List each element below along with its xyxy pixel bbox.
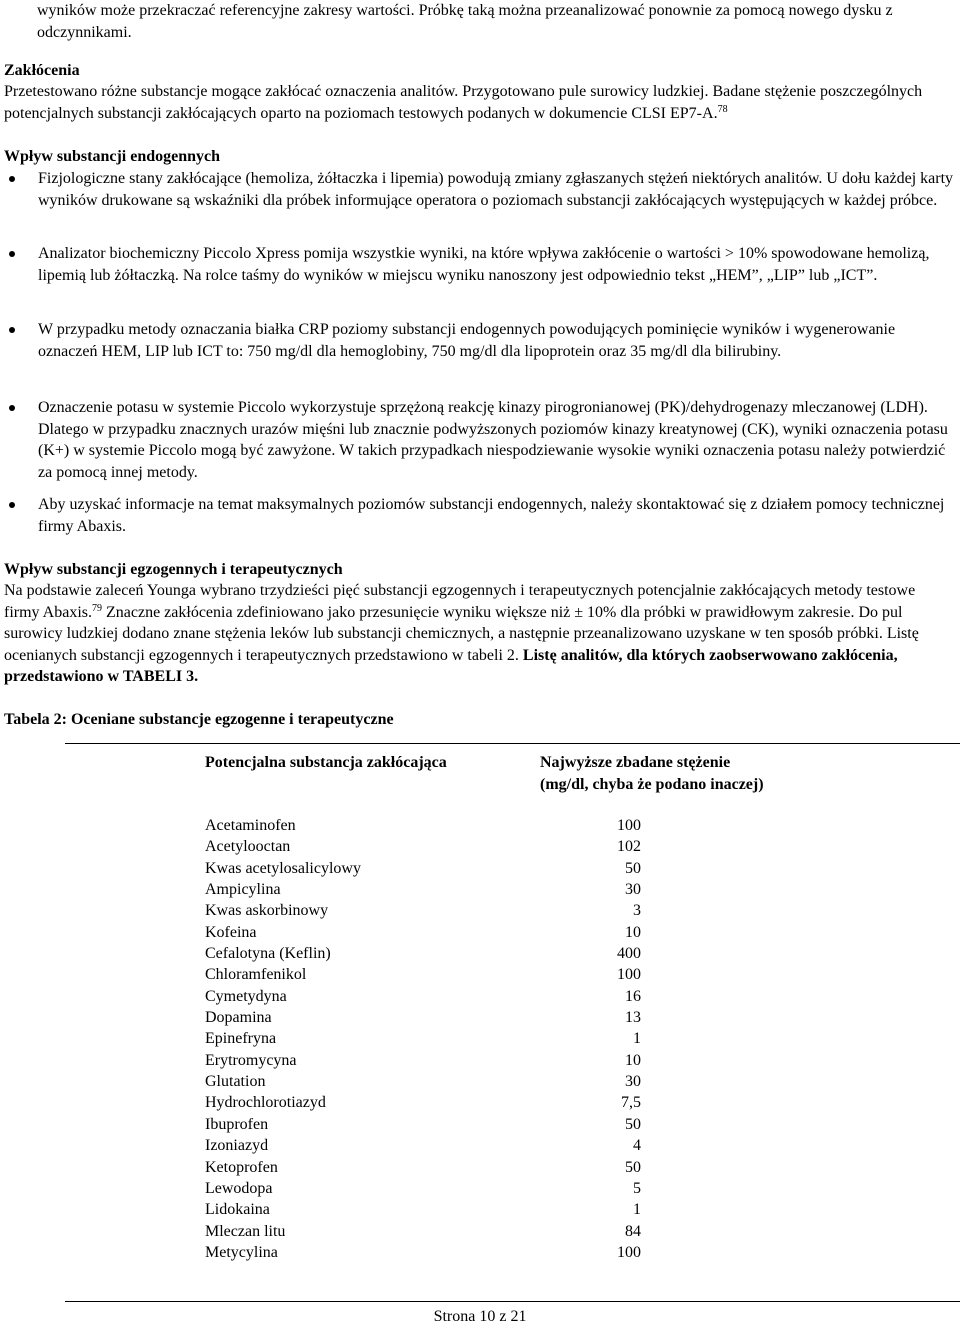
max-concentration: 16 — [625, 987, 641, 1005]
bullet-icon — [9, 405, 15, 411]
substance-name: Hydrochlorotiazyd — [205, 1094, 326, 1112]
table-row — [205, 922, 645, 943]
substance-name: Chloramfenikol — [205, 966, 307, 984]
max-concentration: 1 — [633, 1030, 641, 1048]
max-concentration: 100 — [617, 966, 641, 984]
column-header-concentration-line1: Najwyższe zbadane stężenie — [540, 754, 731, 771]
max-concentration: 4 — [633, 1137, 641, 1155]
table-caption: Tabela 2: Oceniane substancje egzogenne i terapeutyczne — [4, 711, 394, 728]
table-row — [205, 1199, 645, 1220]
max-concentration: 50 — [625, 859, 641, 877]
page-footer: Strona 10 z 21 — [433, 1308, 527, 1325]
max-concentration: 3 — [633, 902, 641, 920]
max-concentration: 50 — [625, 1158, 641, 1176]
substance-name: Cymetydyna — [205, 987, 287, 1005]
bullet-text: Oznaczenie potasu w systemie Piccolo wykorzystuje sprzężoną reakcję kinazy pirogronianowej (PK)/dehydrogenazy mleczanowej (LDH). Dlatego w przypadku znacznych urazów mięśni lub znacznie podwyższonych poziomów kinazy kreatynowej (CK), wyniki oznaczenia potasu (K+) w systemie Piccolo mogą być zawyżone. W takich przypadkach niespodziewanie wysokie wyniki oznaczenia potasu należy potwierdzić za pomocą innej metody. — [38, 399, 948, 481]
max-concentration: 30 — [625, 1073, 641, 1091]
bullet-text: Fizjologiczne stany zakłócające (hemoliza, żółtaczka i lipemia) powodują zmiany zgłaszanych stężeń niektórych analitów. U dołu każdej karty wyników drukowane są wskaźniki dla próbek informujące operatora o poziomach substancji zakłócających występujących w każdej próbce. — [38, 170, 954, 209]
table-row — [205, 1071, 645, 1092]
substance-name: Izoniazyd — [205, 1137, 269, 1155]
column-header-substance: Potencjalna substancja zakłócająca — [205, 754, 447, 771]
substance-name: Acetaminofen — [205, 817, 296, 834]
table-row — [205, 1092, 645, 1113]
endogenous-bullet-1 — [4, 168, 954, 211]
interference-text — [4, 81, 954, 124]
substance-name: Kofeina — [205, 923, 257, 941]
table-bottom-rule — [65, 1301, 960, 1302]
exogenous-heading: Wpływ substancji egzogennych i terapeutycznych — [4, 561, 343, 578]
table-body — [205, 815, 645, 1263]
substance-name: Erytromycyna — [205, 1051, 297, 1069]
column-header-concentration-line2: (mg/dl, chyba że podano inaczej) — [540, 775, 764, 793]
max-concentration: 5 — [633, 1179, 641, 1197]
endogenous-bullet-4 — [4, 397, 954, 483]
substance-name: Mleczan litu — [205, 1222, 286, 1240]
substance-name: Glutation — [205, 1073, 266, 1091]
table-row — [205, 1050, 645, 1071]
table-row — [205, 900, 645, 921]
bullet-text: W przypadku metody oznaczania białka CRP poziomy substancji endogennych powodujących pominięcie wyników i wygenerowanie oznaczeń HEM, LIP lub ICT to: 750 mg/dl dla hemoglobiny, 750 mg/dl dla lipoprotein oraz 35 mg/dl dla bilirubiny. — [38, 321, 896, 360]
substance-name: Ampicylina — [205, 881, 281, 899]
endogenous-bullet-5 — [4, 494, 954, 537]
intro-continuation: wyników może przekraczać referencyjne zakresy wartości. Próbkę taką można przeanalizować ponownie za pomocą nowego dysku z odczynnikami. — [37, 2, 893, 41]
bullet-text: Analizator biochemiczny Piccolo Xpress pomija wszystkie wyniki, na które wpływa zakłócenie o wartości > 10% spowodowane hemolizą, lipemią lub żółtaczką. Na rolce taśmy do wyników w miejscu wyniku nanoszony jest odpowiednio tekst „HEM”, „LIP” lub „ICT”. — [38, 245, 930, 284]
substance-name: Epinefryna — [205, 1030, 277, 1048]
substance-name: Ketoprofen — [205, 1158, 278, 1176]
table-row — [205, 1221, 645, 1242]
substance-name: Dopamina — [205, 1009, 272, 1027]
max-concentration: 10 — [625, 1051, 641, 1069]
bullet-icon — [9, 251, 15, 257]
table-row — [205, 836, 645, 857]
column-header-concentration — [540, 752, 840, 795]
table-row — [205, 1178, 645, 1199]
substance-name: Metycylina — [205, 1243, 278, 1261]
bullet-text: Aby uzyskać informacje na temat maksymalnych poziomów substancji endogennych, należy skontaktować się z działem pomocy technicznej firmy Abaxis. — [38, 496, 945, 535]
max-concentration: 84 — [625, 1222, 641, 1240]
interference-body: Przetestowano różne substancje mogące zakłócać oznaczenia analitów. Przygotowano pule surowicy ludzkiej. Badane stężenie poszczególnych potencjalnych substancji zakłócających oparto na poziomach testowych podanych w dokumencie CLSI EP7-A. — [4, 83, 923, 122]
max-concentration: 400 — [617, 945, 641, 963]
exogenous-body-2: Znaczne zakłócenia zdefiniowano jako przesunięcie wyniku większe niż ± 10% dla próbki w prawidłowym zakresie. Do pul surowicy ludzkiej dodano znane stężenia leków lub substancji chemicznych, a następnie przeanalizowano uzyskane w ten sposób próbki. Listę ocenianych substancji egzogennych i terapeutycznych przedstawiono w tabeli 2. — [4, 603, 919, 664]
max-concentration: 102 — [617, 838, 641, 856]
table-row — [205, 1135, 645, 1156]
max-concentration: 1 — [633, 1201, 641, 1219]
substance-name: Acetylooctan — [205, 838, 291, 856]
substance-name: Cefalotyna (Keflin) — [205, 945, 331, 963]
substance-name: Kwas acetylosalicylowy — [205, 859, 361, 877]
table-row — [205, 858, 645, 879]
endogenous-heading: Wpływ substancji endogennych — [4, 148, 221, 165]
max-concentration: 30 — [625, 881, 641, 899]
table-row — [205, 986, 645, 1007]
table-row — [205, 1114, 645, 1135]
endogenous-bullet-2 — [4, 243, 954, 286]
reference-79: 79 — [92, 602, 102, 614]
table-row — [205, 879, 645, 900]
interference-heading: Zakłócenia — [4, 62, 80, 79]
bullet-icon — [9, 327, 15, 333]
table-row — [205, 943, 645, 964]
table-row — [205, 815, 645, 836]
max-concentration: 100 — [617, 817, 641, 834]
table-row — [205, 1157, 645, 1178]
substance-name: Ibuprofen — [205, 1115, 269, 1133]
exogenous-bold-note: Listę analitów, dla których zaobserwowano zakłócenia, przedstawiono w TABELI 3. — [4, 646, 898, 685]
bullet-icon — [9, 502, 15, 508]
endogenous-bullet-3 — [4, 319, 954, 362]
max-concentration: 50 — [625, 1115, 641, 1133]
table-row — [205, 1028, 645, 1049]
substance-name: Lidokaina — [205, 1201, 270, 1219]
bullet-icon — [9, 176, 15, 182]
table-row — [205, 1007, 645, 1028]
table-row — [205, 964, 645, 985]
reference-78: 78 — [717, 103, 728, 115]
max-concentration: 100 — [617, 1243, 641, 1261]
max-concentration: 13 — [625, 1009, 641, 1027]
max-concentration: 10 — [625, 923, 641, 941]
substance-name: Kwas askorbinowy — [205, 902, 329, 920]
exogenous-body-1: Na podstawie zaleceń Younga wybrano trzydzieści pięć substancji egzogennych i terapeutycznych potencjalnie zakłócających metody testowe firmy Abaxis. — [4, 582, 916, 621]
substance-name: Lewodopa — [205, 1179, 273, 1197]
table-top-rule — [65, 743, 960, 744]
max-concentration: 7,5 — [621, 1094, 641, 1112]
table-row — [205, 1242, 645, 1263]
exogenous-text — [4, 580, 954, 688]
